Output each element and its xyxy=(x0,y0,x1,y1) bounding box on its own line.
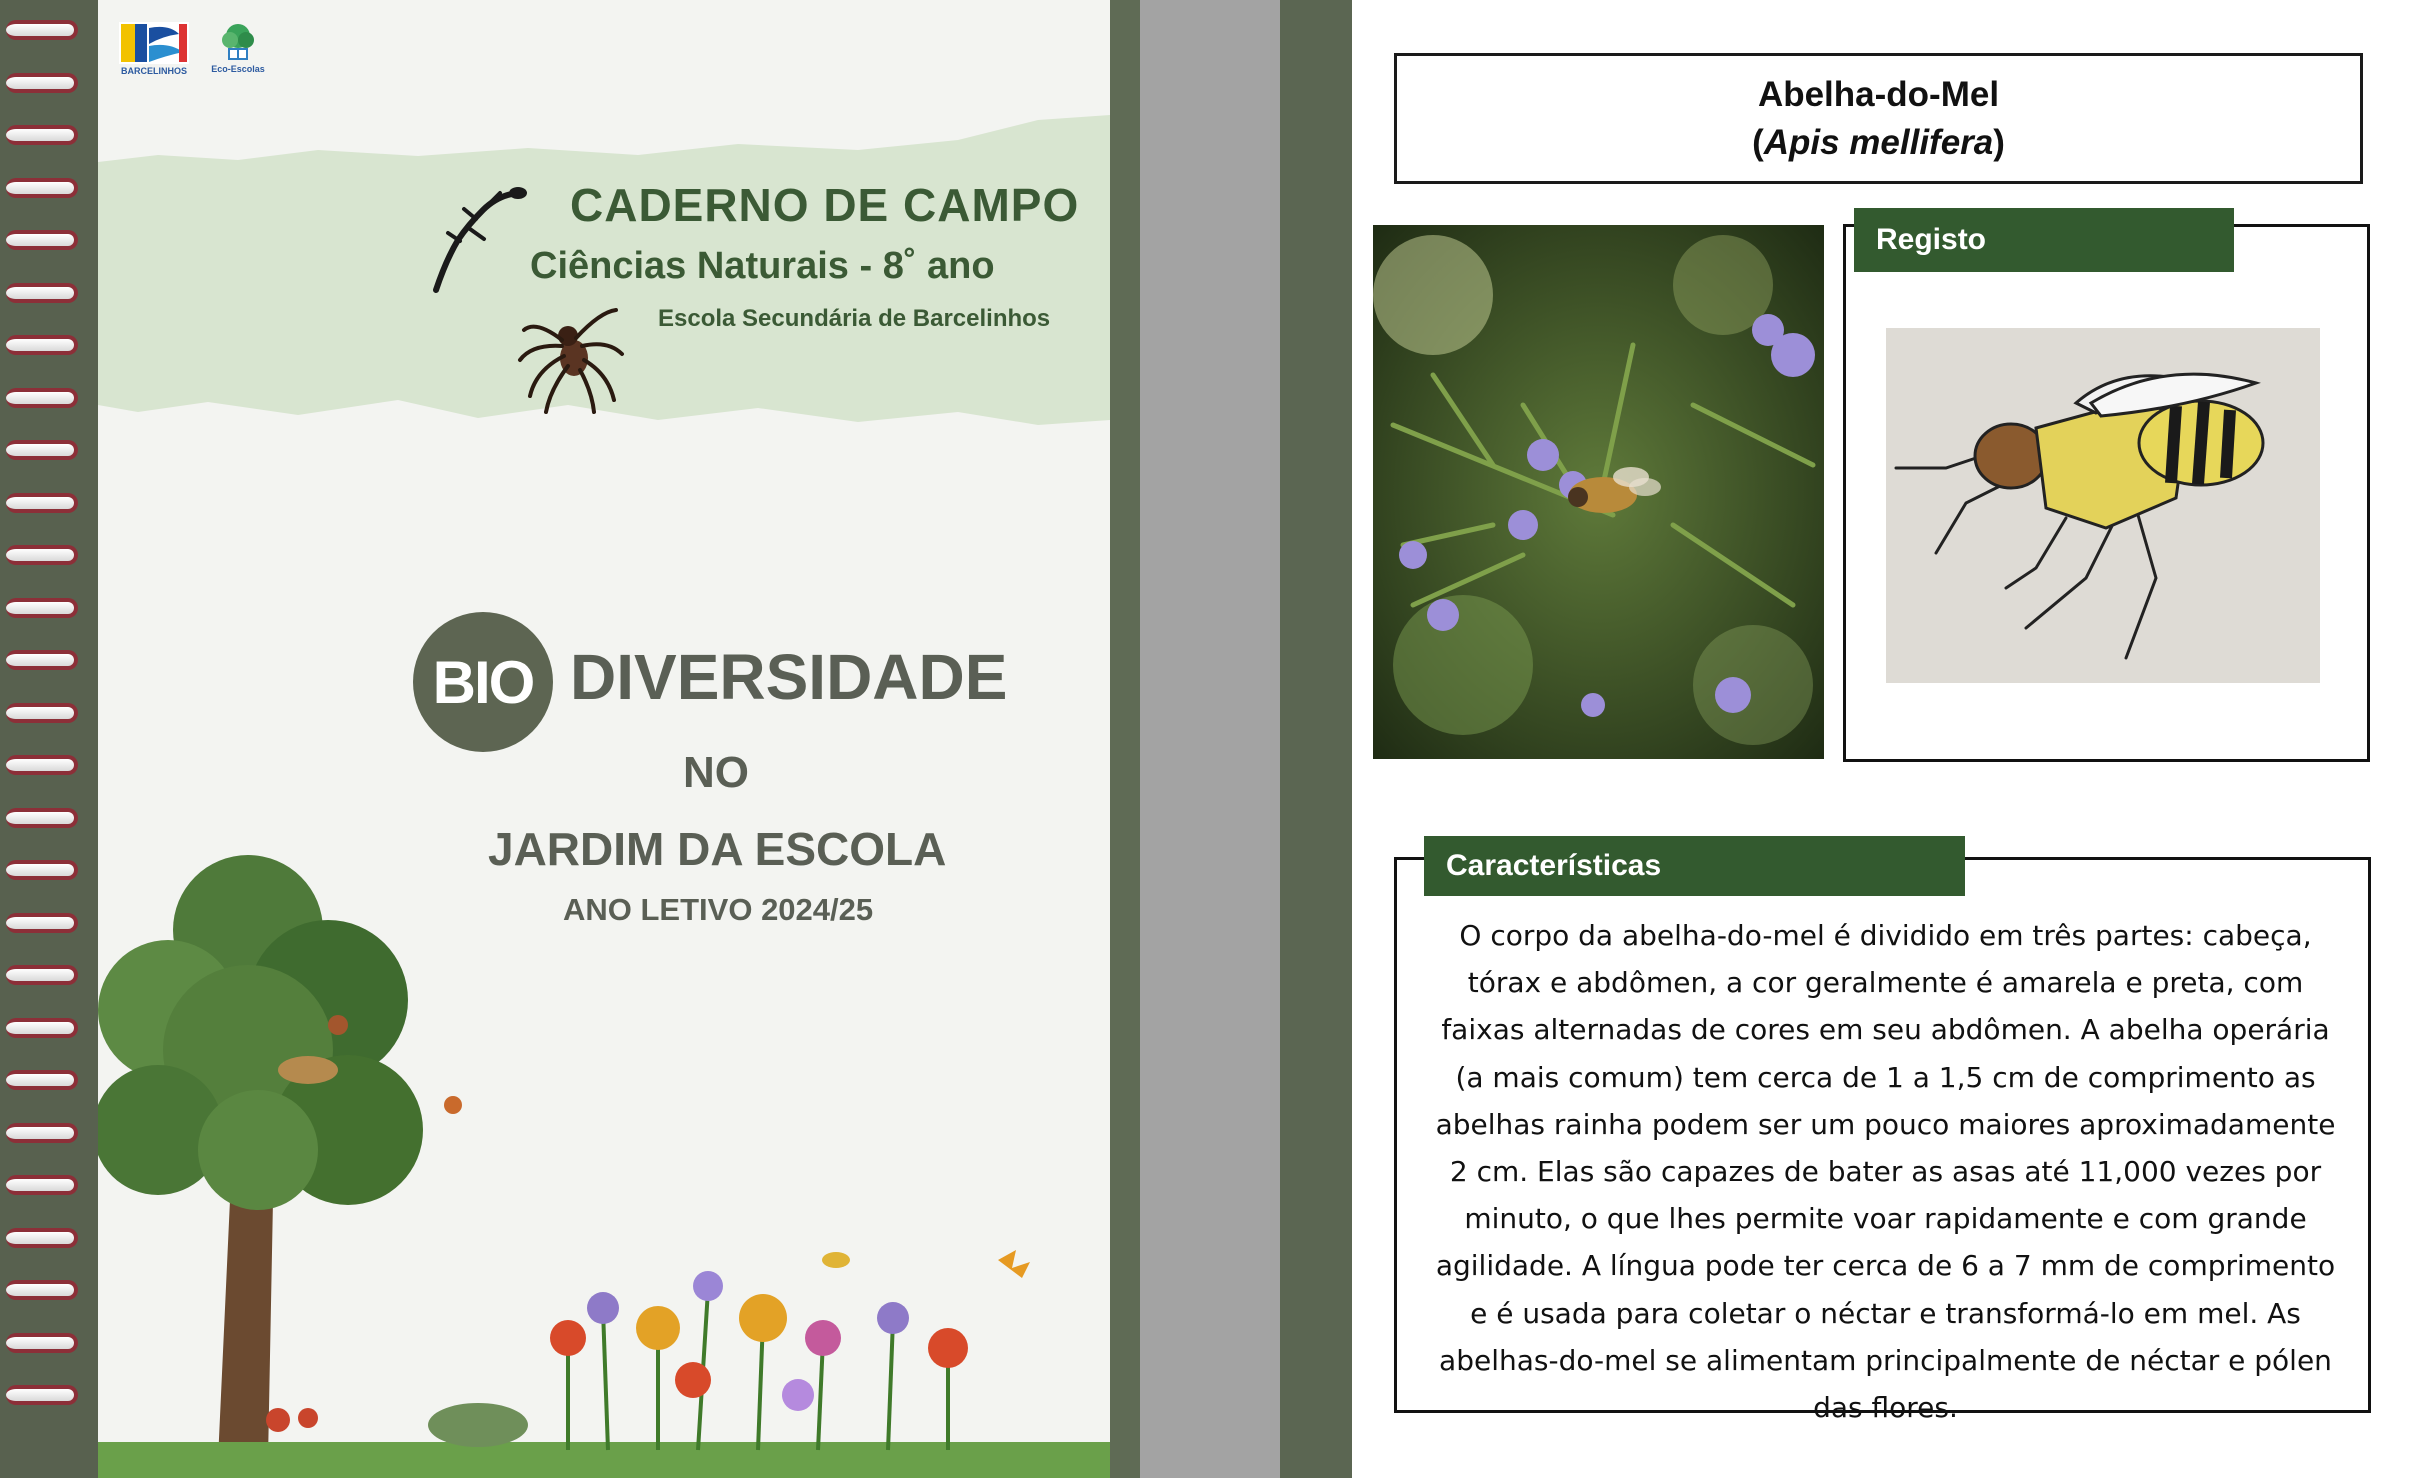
cover-page xyxy=(98,0,1110,1478)
binding-ring xyxy=(6,125,78,145)
binding-ring xyxy=(6,808,78,828)
binding-ring xyxy=(6,493,78,513)
bee-drawing xyxy=(1886,328,2320,683)
binding-ring xyxy=(6,913,78,933)
right-page-edge xyxy=(1280,0,1352,1478)
school-logo xyxy=(116,22,192,80)
eco-escolas-logo xyxy=(208,22,268,80)
binding-ring xyxy=(6,1070,78,1090)
binding-ring xyxy=(6,703,78,723)
cover-school: Escola Secundária de Barcelinhos xyxy=(658,305,1051,332)
lizard-illustration xyxy=(428,185,528,295)
registo-label: Registo xyxy=(1854,208,2234,272)
cover-heading: CADERNO DE CAMPO xyxy=(570,179,1080,231)
binding-ring xyxy=(6,178,78,198)
binding-ring xyxy=(6,1228,78,1248)
binding-ring xyxy=(6,1175,78,1195)
binding-ring xyxy=(6,1123,78,1143)
ano-letivo: ANO LETIVO 2024/25 xyxy=(563,892,874,927)
species-scientific-line xyxy=(1752,119,2005,167)
species-title-box xyxy=(1394,53,2363,184)
eco-escolas-caption: Eco-Escolas xyxy=(211,64,265,74)
school-logo-caption: BARCELINHOS xyxy=(120,66,187,76)
jardim-title: JARDIM DA ESCOLA xyxy=(488,823,947,875)
binding-ring xyxy=(6,388,78,408)
binding-ring xyxy=(6,545,78,565)
species-common-name: Abelha-do-Mel xyxy=(1757,74,2000,114)
binding-ring xyxy=(6,650,78,670)
paren-open: ( xyxy=(1752,122,1764,162)
species-scientific-name: Apis mellifera xyxy=(1763,122,1994,162)
notebook-spine xyxy=(0,0,98,1478)
caracteristicas-label: Características xyxy=(1424,836,1965,896)
binding-ring xyxy=(6,20,78,40)
binding-ring xyxy=(6,860,78,880)
binding-ring xyxy=(6,283,78,303)
flower-meadow-illustration xyxy=(98,1220,1110,1478)
binding-ring xyxy=(6,1280,78,1300)
binding-ring xyxy=(6,230,78,250)
caracteristicas-box xyxy=(1394,857,2371,1425)
binding-ring xyxy=(6,1333,78,1353)
caracteristicas-text: O corpo da abelha-do-mel é dividido em três partes: cabeça, tórax e abdômen, a cor geralmente é amarela e preta, com faixas alternadas de cores em seu abdômen. A abelha operária (a mais comum) tem cerca de 1 a 1,5 cm de comprimento as abelhas rainha podem ser um pouco maiores aproximadamente 2 cm. Elas são capazes de bater as asas até 11,000 vezes por minuto, o que lhes permite voar rapidamente e com grande agilidade. A língua pode ter cerca de 6 a 7 mm de comprimento e é usada para coletar o néctar e transformá-lo em mel. As abelhas-do-mel se alimentam principalmente de néctar e pólen das flores. xyxy=(1435,919,2336,1425)
binding-ring xyxy=(6,440,78,460)
binding-ring xyxy=(6,965,78,985)
binding-ring xyxy=(6,335,78,355)
book-gutter xyxy=(1140,0,1280,1478)
binding-ring xyxy=(6,73,78,93)
spider-illustration xyxy=(516,300,626,415)
bio-circle: BIO xyxy=(413,612,553,752)
binding-ring xyxy=(6,598,78,618)
binding-ring xyxy=(6,1385,78,1405)
cover-subject: Ciências Naturais - 8˚ ano xyxy=(530,245,995,287)
binding-ring xyxy=(6,1018,78,1038)
binding-ring xyxy=(6,755,78,775)
bee-photo xyxy=(1373,225,1824,759)
species-sheet-page xyxy=(1352,0,2422,1478)
diversidade-title: DIVERSIDADE xyxy=(570,641,1008,713)
no-title: NO xyxy=(683,748,749,797)
cover-page-edge xyxy=(1110,0,1140,1478)
paren-close: ) xyxy=(1993,122,2005,162)
